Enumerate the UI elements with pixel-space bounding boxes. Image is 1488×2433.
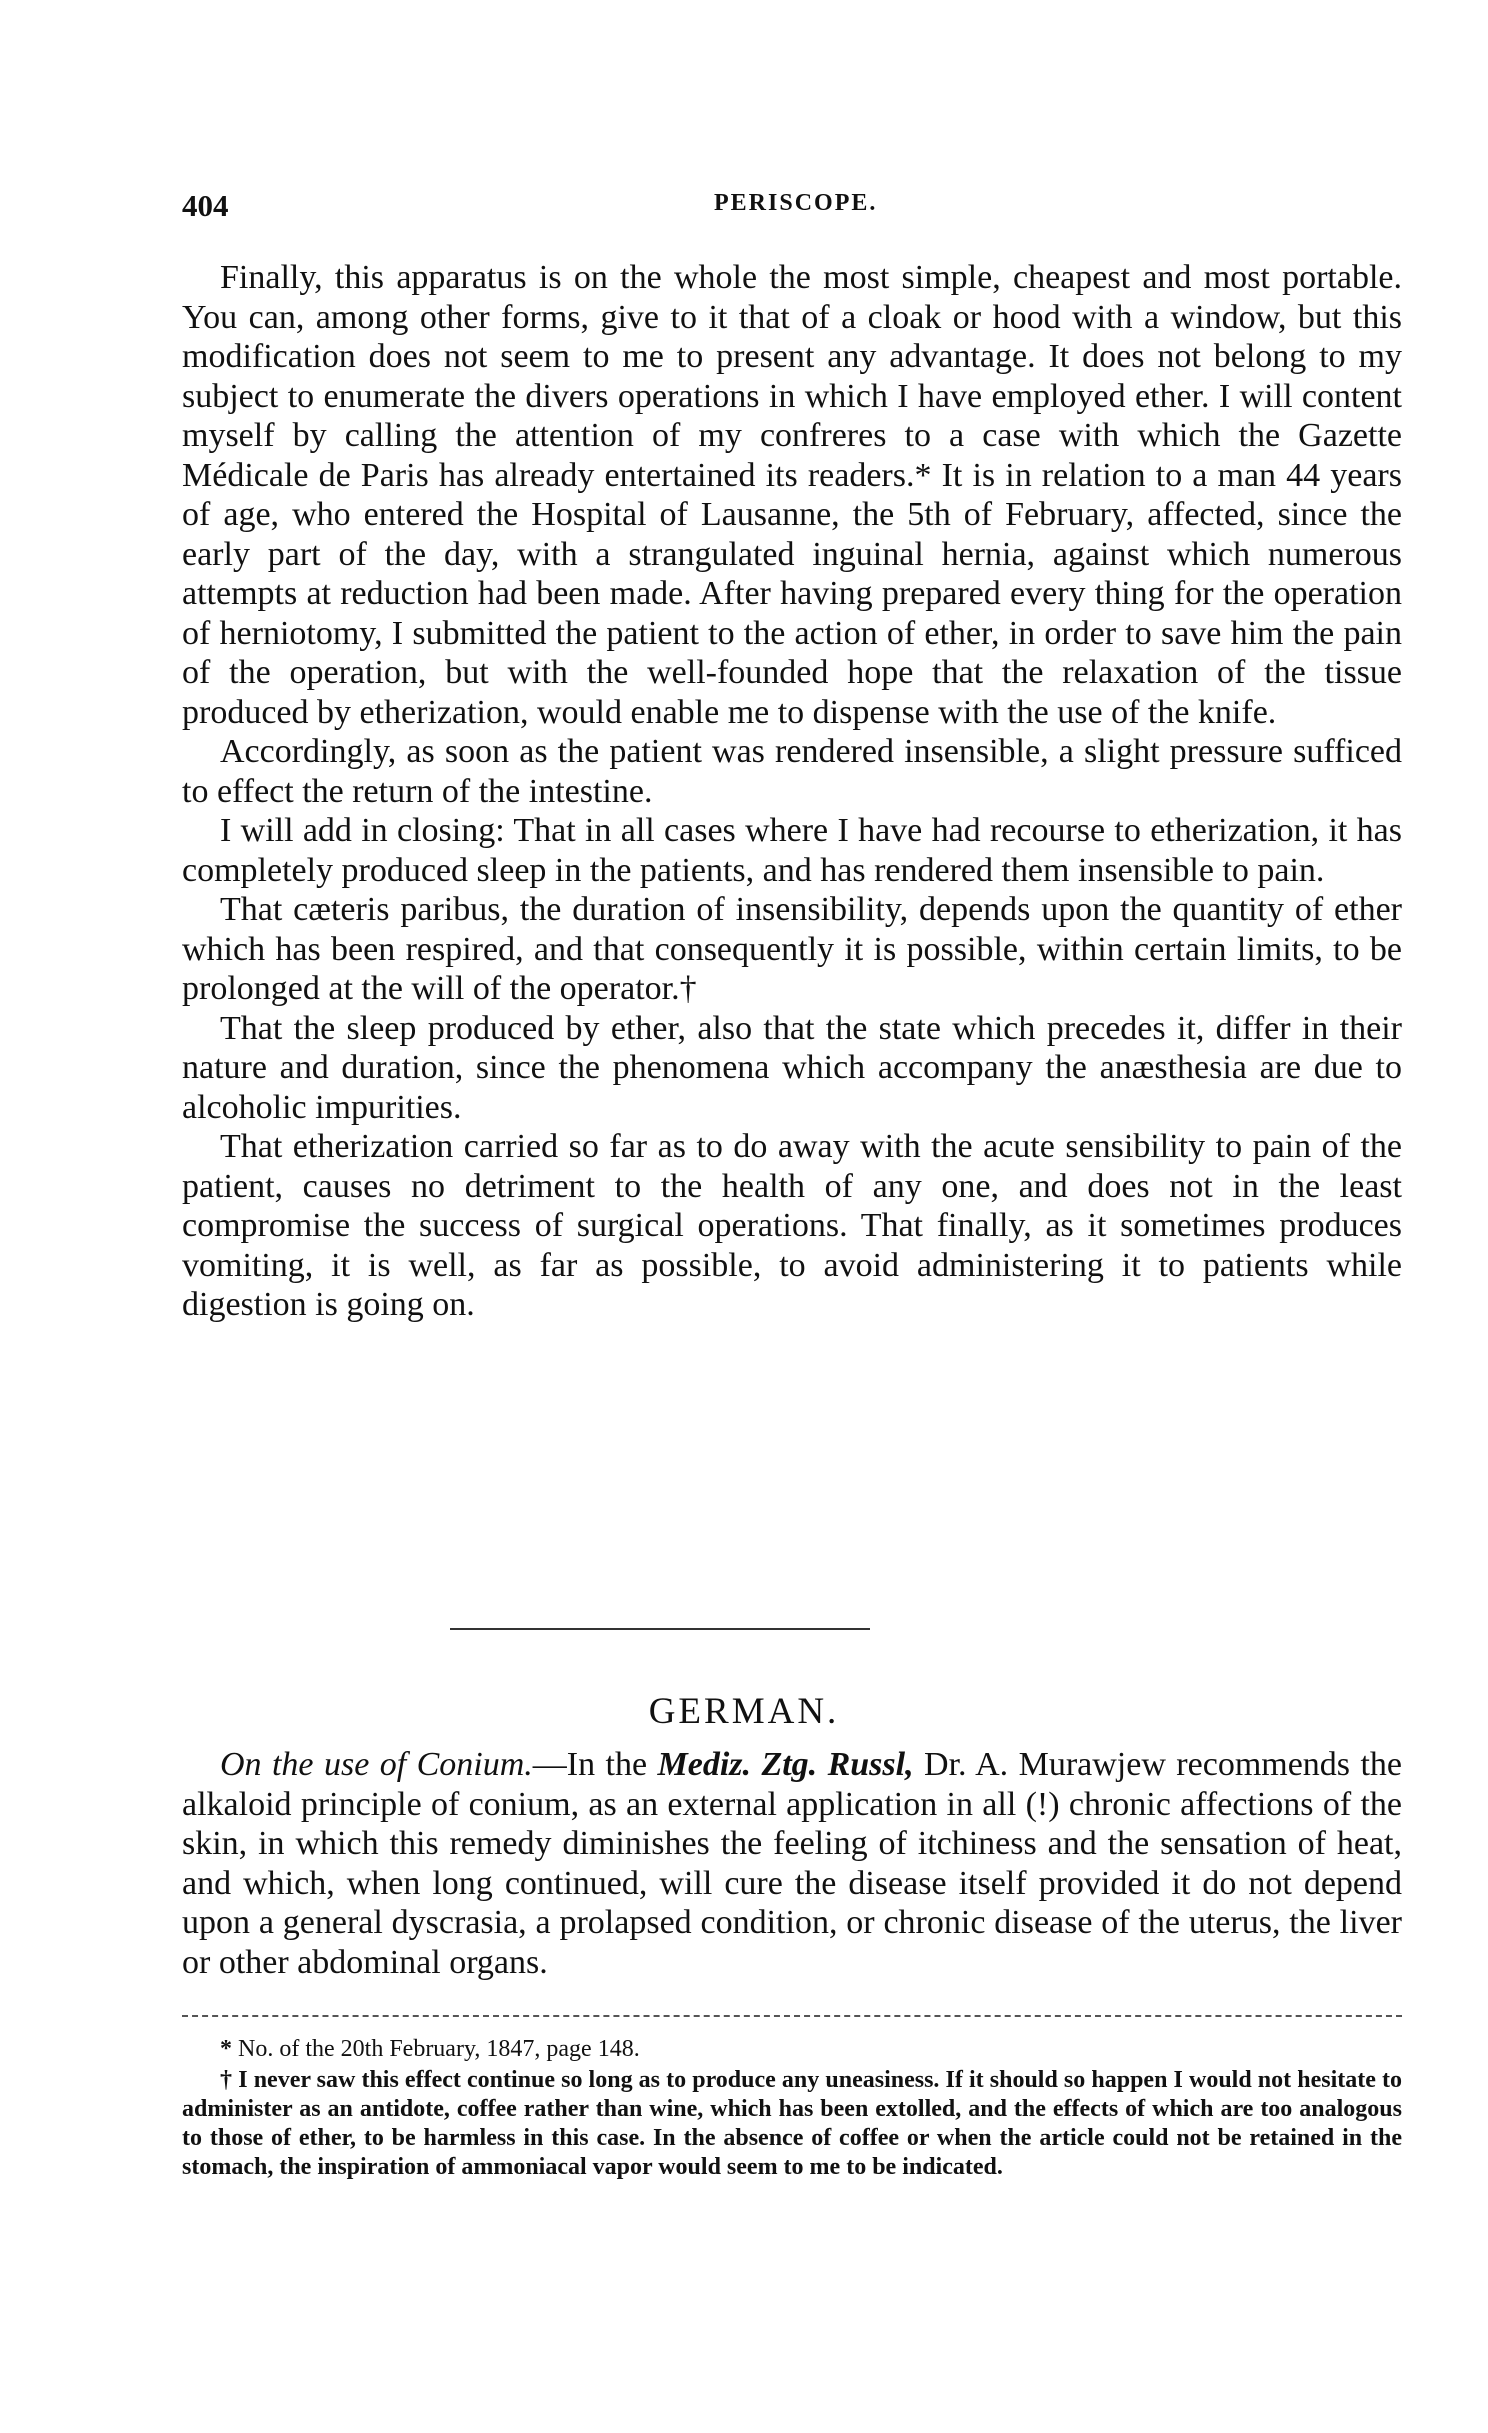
- journal-name: Mediz. Ztg. Russl,: [657, 1746, 914, 1783]
- section-divider: [450, 1628, 870, 1630]
- footnote-mark: †: [220, 2067, 233, 2093]
- german-section: [182, 1745, 1402, 1982]
- article-title: On the use of Conium.: [220, 1746, 533, 1783]
- footnote: [182, 2066, 1402, 2182]
- footnote-mark: *: [220, 2036, 232, 2062]
- footnote-text: I never saw this effect continue so long as to produce any uneasiness. If it should so happen I would not hesitate to administer as an antidote, coffee rather than wine, which has been extolled, and the effects of which are too analogous to those of ether, to be harmless in this case. In the absence of coffee or when the article could not be retained in the stomach, the inspiration of ammoniacal vapor would seem to me to be indicated.: [182, 2067, 1403, 2180]
- paragraph: That cæteris paribus, the duration of insensibility, depends upon the quantity of ether which has been respired, and that consequently it is possible, within certain limits, to be prolonged at the will of the operator.†: [182, 891, 1402, 1007]
- dash-text: —In the: [532, 1746, 658, 1783]
- paragraph: Finally, this apparatus is on the whole the most simple, cheapest and most portable. You can, among other forms, give to it that of a cloak or hood with a window, but this modification does not seem to me to present any advantage. It does not belong to my subject to enumerate the divers operations in which I have employed ether. I will content myself by calling the attention of my confreres to a case with which the Gazette Médicale de Paris has already entertained its readers.* It is in relation to a man 44 years of age, who entered the Hospital of Lausanne, the 5th of February, affected, since the early part of the day, with a strangulated inguinal hernia, against which numerous attempts at reduction had been made. After having prepared every thing for the operation of herniotomy, I submitted the patient to the action of ether, in order to save him the pain of the operation, but with the well-founded hope that the relaxation of the tissue produced by etherization, would enable me to dispense with the use of the knife.: [182, 259, 1402, 731]
- german-paragraph: [182, 1745, 1402, 1982]
- page-number: 404: [182, 188, 229, 223]
- footnote-text: No. of the 20th February, 1847, page 148.: [232, 2036, 640, 2062]
- paragraph: That etherization carried so far as to do away with the acute sensibility to pain of the patient, causes no detriment to the health of any one, and does not in the least compromise the success of surgical operations. That finally, as it sometimes produces vomiting, it is well, as far as possible, to avoid administering it to patients while digestion is going on.: [182, 1128, 1402, 1323]
- paragraph: I will add in closing: That in all cases where I have had recourse to etherization, it has completely produced sleep in the patients, and has rendered them insensible to pain.: [182, 812, 1402, 889]
- footnote-rule: [182, 2015, 1402, 2017]
- footnote: [182, 2035, 1402, 2064]
- paragraph: That the sleep produced by ether, also that the state which precedes it, differ in their nature and duration, since the phenomena which accompany the anæsthesia are due to alcoholic impurities.: [182, 1009, 1402, 1126]
- section-heading: GERMAN.: [648, 1691, 840, 1732]
- page-header: [182, 188, 1402, 228]
- paragraph: Accordingly, as soon as the patient was rendered insensible, a slight pressure sufficed to effect the return of the intestine.: [182, 733, 1402, 810]
- body-text: [182, 258, 1402, 1325]
- article-text: Dr. A. Murawjew recommends the alkaloid principle of conium, as an external application in all (!) chronic affections of the skin, in which this remedy diminishes the feeling of itchiness and the sensation of heat, and which, when long continued, will cure the disease itself provided it do not depend upon a general dyscrasia, a prolapsed condition, or chronic disease of the uterus, the liver or other abdominal organs.: [182, 1746, 1403, 1981]
- footnotes: [182, 2035, 1402, 2184]
- running-head: PERISCOPE.: [714, 190, 878, 216]
